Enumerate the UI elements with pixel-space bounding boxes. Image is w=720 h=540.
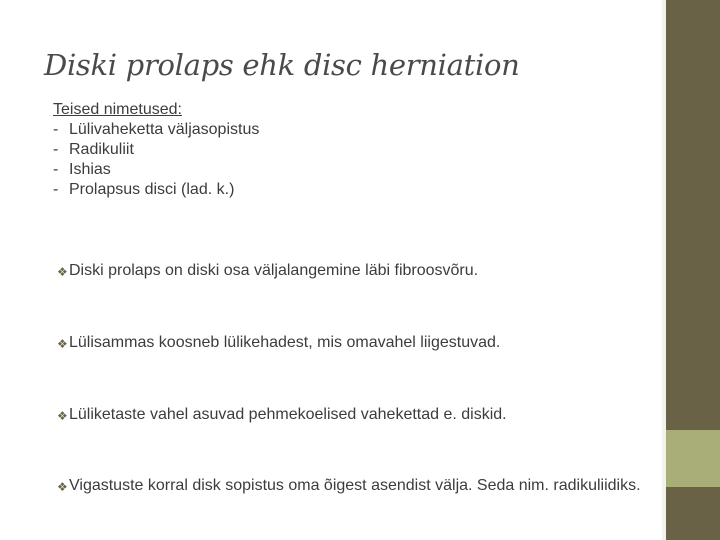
diamond-bullet-icon: ❖ <box>57 265 68 279</box>
bullet-text: Vigastuste korral disk sopistus oma õigest asendist välja. Seda nim. radikuliidiks. <box>69 477 641 494</box>
alias-text: Prolapsus disci (lad. k.) <box>69 181 235 198</box>
slide-title: Diski prolaps ehk disc herniation <box>44 48 520 82</box>
decorative-bar-top <box>666 0 720 430</box>
aliases-list <box>53 120 673 200</box>
dash-marker: - <box>53 181 59 198</box>
bullet-item <box>57 262 667 280</box>
bullet-text: Lüliketaste vahel asuvad pehmekoelised vahekettad e. diskid. <box>69 406 507 423</box>
bullet-list <box>57 262 667 494</box>
bullet-item <box>57 334 667 352</box>
diamond-bullet-icon: ❖ <box>57 337 68 351</box>
dash-marker: - <box>53 141 59 158</box>
alias-item <box>53 140 673 160</box>
alias-item <box>53 120 673 140</box>
alias-item <box>53 180 673 200</box>
alias-item <box>53 160 673 180</box>
bullet-text: Diski prolaps on diski osa väljalangemine läbi fibroosvõru. <box>69 262 479 279</box>
dash-marker: - <box>53 121 59 138</box>
bullet-text: Lülisammas koosneb lülikehadest, mis omavahel liigestuvad. <box>69 334 501 351</box>
bullet-item <box>57 406 667 424</box>
diamond-bullet-icon: ❖ <box>57 480 68 494</box>
dash-marker: - <box>53 161 59 178</box>
alias-text: Lülivaheketta väljasopistus <box>69 121 260 138</box>
aliases-section <box>53 100 673 200</box>
alias-text: Ishias <box>69 161 111 178</box>
bullet-item <box>57 477 679 495</box>
diamond-bullet-icon: ❖ <box>57 409 68 423</box>
aliases-heading: Teised nimetused: <box>53 101 182 118</box>
alias-text: Radikuliit <box>69 141 134 158</box>
